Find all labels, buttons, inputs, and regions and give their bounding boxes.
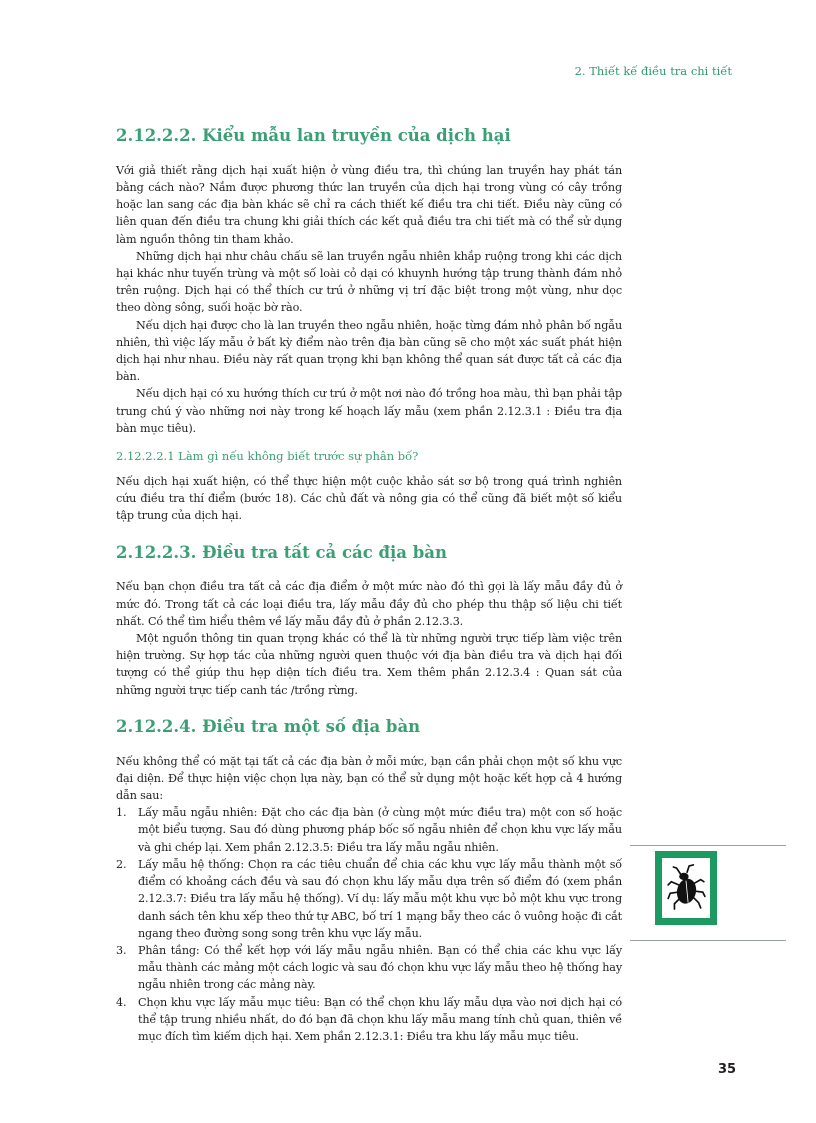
- paragraph: Nếu không thể có mặt tại tất cả các địa bàn ở mỗi mức, bạn cần phải chọn một số khu vực đại diện. Để thực hiện việc chọn lựa này, bạn có thể sử dụng một hoặc kết hợp cả 4 hướng dẫn sau:: [116, 754, 622, 803]
- pest-icon-box: [655, 851, 717, 925]
- list-item: [116, 994, 622, 1046]
- sidebar-rule-bottom: [630, 940, 786, 941]
- list-item-text: Chọn khu vực lấy mẫu mục tiêu: Bạn có thể chọn khu lấy mẫu dựa vào nơi dịch hại có thể tập trung nhiều nhất, do đó bạn đã chọn khu lấy mẫu mang tính chủ quan, thiên về mục đích tìm kiếm dịch hại. Xem phần 2.12.3.1: Điều tra khu lấy mẫu mục tiêu.: [138, 995, 622, 1043]
- page-number: 35: [718, 1062, 737, 1077]
- list-item: [116, 804, 622, 856]
- paragraph: Nếu dịch hại có xu hướng thích cư trú ở một nơi nào đó trồng hoa màu, thì bạn phải tập trung chú ý vào những nơi này trong kế hoạch lấy mẫu (xem phần 2.12.3.1 : Điều tra địa bàn mục tiêu).: [116, 387, 622, 435]
- list-item-number: 1.: [116, 806, 127, 820]
- section-title-2-12-2-4: 2.12.2.4. Điều tra một số địa bàn: [116, 716, 421, 736]
- section-title-2-12-2-2: 2.12.2.2. Kiểu mẫu lan truyền của dịch hại: [116, 126, 511, 145]
- list-item-text: Phân tầng: Có thể kết hợp với lấy mẫu ngẫu nhiên. Bạn có thể chia các khu vực lấy mẫu thành các mảng một cách logic và sau đó chọn khu vực lấy mẫu theo hệ thống hay ngẫu nhiên trong các mảng này.: [138, 943, 622, 992]
- paragraph: Với giả thiết rằng dịch hại xuất hiện ở vùng điều tra, thì chúng lan truyền hay phát tán bằng cách nào? Nắm được phương thức lan truyền của dịch hại trong vùng có cây trồng hoặc lan sang các địa bàn khác sẽ chỉ ra cách thiết kế điều tra chi tiết. Điều này cũng có liên quan đến điều tra chung khi giải thích các kết quả điều tra chi tiết mà có thể sử dụng làm nguồn thông tin tham khảo.: [116, 163, 622, 246]
- paragraph: Những dịch hại như châu chấu sẽ lan truyền ngẫu nhiên khắp ruộng trong khi các dịch hại khác như tuyến trùng và một số loài cỏ dại có khuynh hướng tập trung thành đám nhỏ trên ruộng. Dịch hại có thể thích cư trú ở những vị trí đặc biệt trong một vùng, như dọc theo dòng sông, suối hoặc bờ rào.: [116, 249, 622, 315]
- list-item-number: 2.: [116, 857, 127, 871]
- sidebar-rule-top: [630, 845, 786, 846]
- list-item-number: 4.: [116, 995, 127, 1009]
- list-item: [116, 856, 622, 942]
- paragraph: Một nguồn thông tin quan trọng khác có thể là từ những người trực tiếp làm việc trên hiện trường. Sự hợp tác của những người quen thuộc với địa bàn điều tra và dịch hại đối tượng có thể giúp thu hẹp diện tích điều tra. Xem thêm phần 2.12.3.4 : Quan sát của những người trực tiếp canh tác /trồng rừng.: [116, 632, 622, 697]
- paragraph: Nếu bạn chọn điều tra tất cả các địa điểm ở một mức nào đó thì gọi là lấy mẫu đầy đủ ở mức đó. Trong tất cả các loại điều tra, lấy mẫu đầy đủ cho phép thu thập số liệu chi tiết nhất. Có thể tìm hiểu thêm về lấy mẫu đầy đủ ở phần 2.12.3.3.: [116, 580, 622, 628]
- subsection-title-2-12-2-2-1: 2.12.2.2.1 Làm gì nếu không biết trước sự phân bố?: [116, 449, 419, 464]
- page-content: [116, 126, 622, 1045]
- list-item: [116, 942, 622, 994]
- pest-icon-frame: [662, 858, 710, 918]
- paragraph: Nếu dịch hại được cho là lan truyền theo ngẫu nhiên, hoặc từng đám nhỏ phân bố ngẫu nhiên, thì việc lấy mẫu ở bất kỳ điểm nào trên địa bàn cũng sẽ cho một xác suất phát hiện dịch hại như nhau. Điều này rất quan trọng khi bạn không thể quan sát được tất cả các địa bàn.: [116, 318, 622, 384]
- list-item-number: 3.: [116, 943, 127, 957]
- list-item-text: Lấy mẫu ngẫu nhiên: Đặt cho các địa bàn (ở cùng một mức điều tra) một con số hoặc một biểu tượng. Sau đó dùng phương pháp bốc số ngẫu nhiên để chọn khu vực lấy mẫu và ghi chép lại. Xem phần 2.12.3.5: Điều tra lấy mẫu ngẫu nhiên.: [138, 806, 622, 854]
- pest-beetle-icon: [665, 861, 707, 915]
- list-item-text: Lấy mẫu hệ thống: Chọn ra các tiêu chuẩn để chia các khu vực lấy mẫu thành một số điểm có khoảng cách đều và sau đó chọn khu lấy mẫu dựa trên số điểm đó (xem phần 2.12.3.7: Điều tra lấy mẫu hệ thống). Ví dụ: lấy mẫu một khu vực bỏ một khu vực trong danh sách tên khu xếp theo thứ tự ABC, bố trí 1 mạng bẫy theo các ô vuông hoặc đi cắt ngang theo đường song song trên khu vực lấy mẫu.: [138, 857, 622, 940]
- paragraph: Nếu dịch hại xuất hiện, có thể thực hiện một cuộc khảo sát sơ bộ trong quá trình nghiên cứu điều tra thí điểm (bước 18). Các chủ đất và nông gia có thể cũng đã biết một số kiểu tập trung của dịch hại.: [116, 475, 622, 523]
- running-header: 2. Thiết kế điều tra chi tiết: [574, 64, 732, 78]
- section-title-2-12-2-3: 2.12.2.3. Điều tra tất cả các địa bàn: [116, 542, 447, 562]
- sampling-methods-list: [116, 804, 622, 1045]
